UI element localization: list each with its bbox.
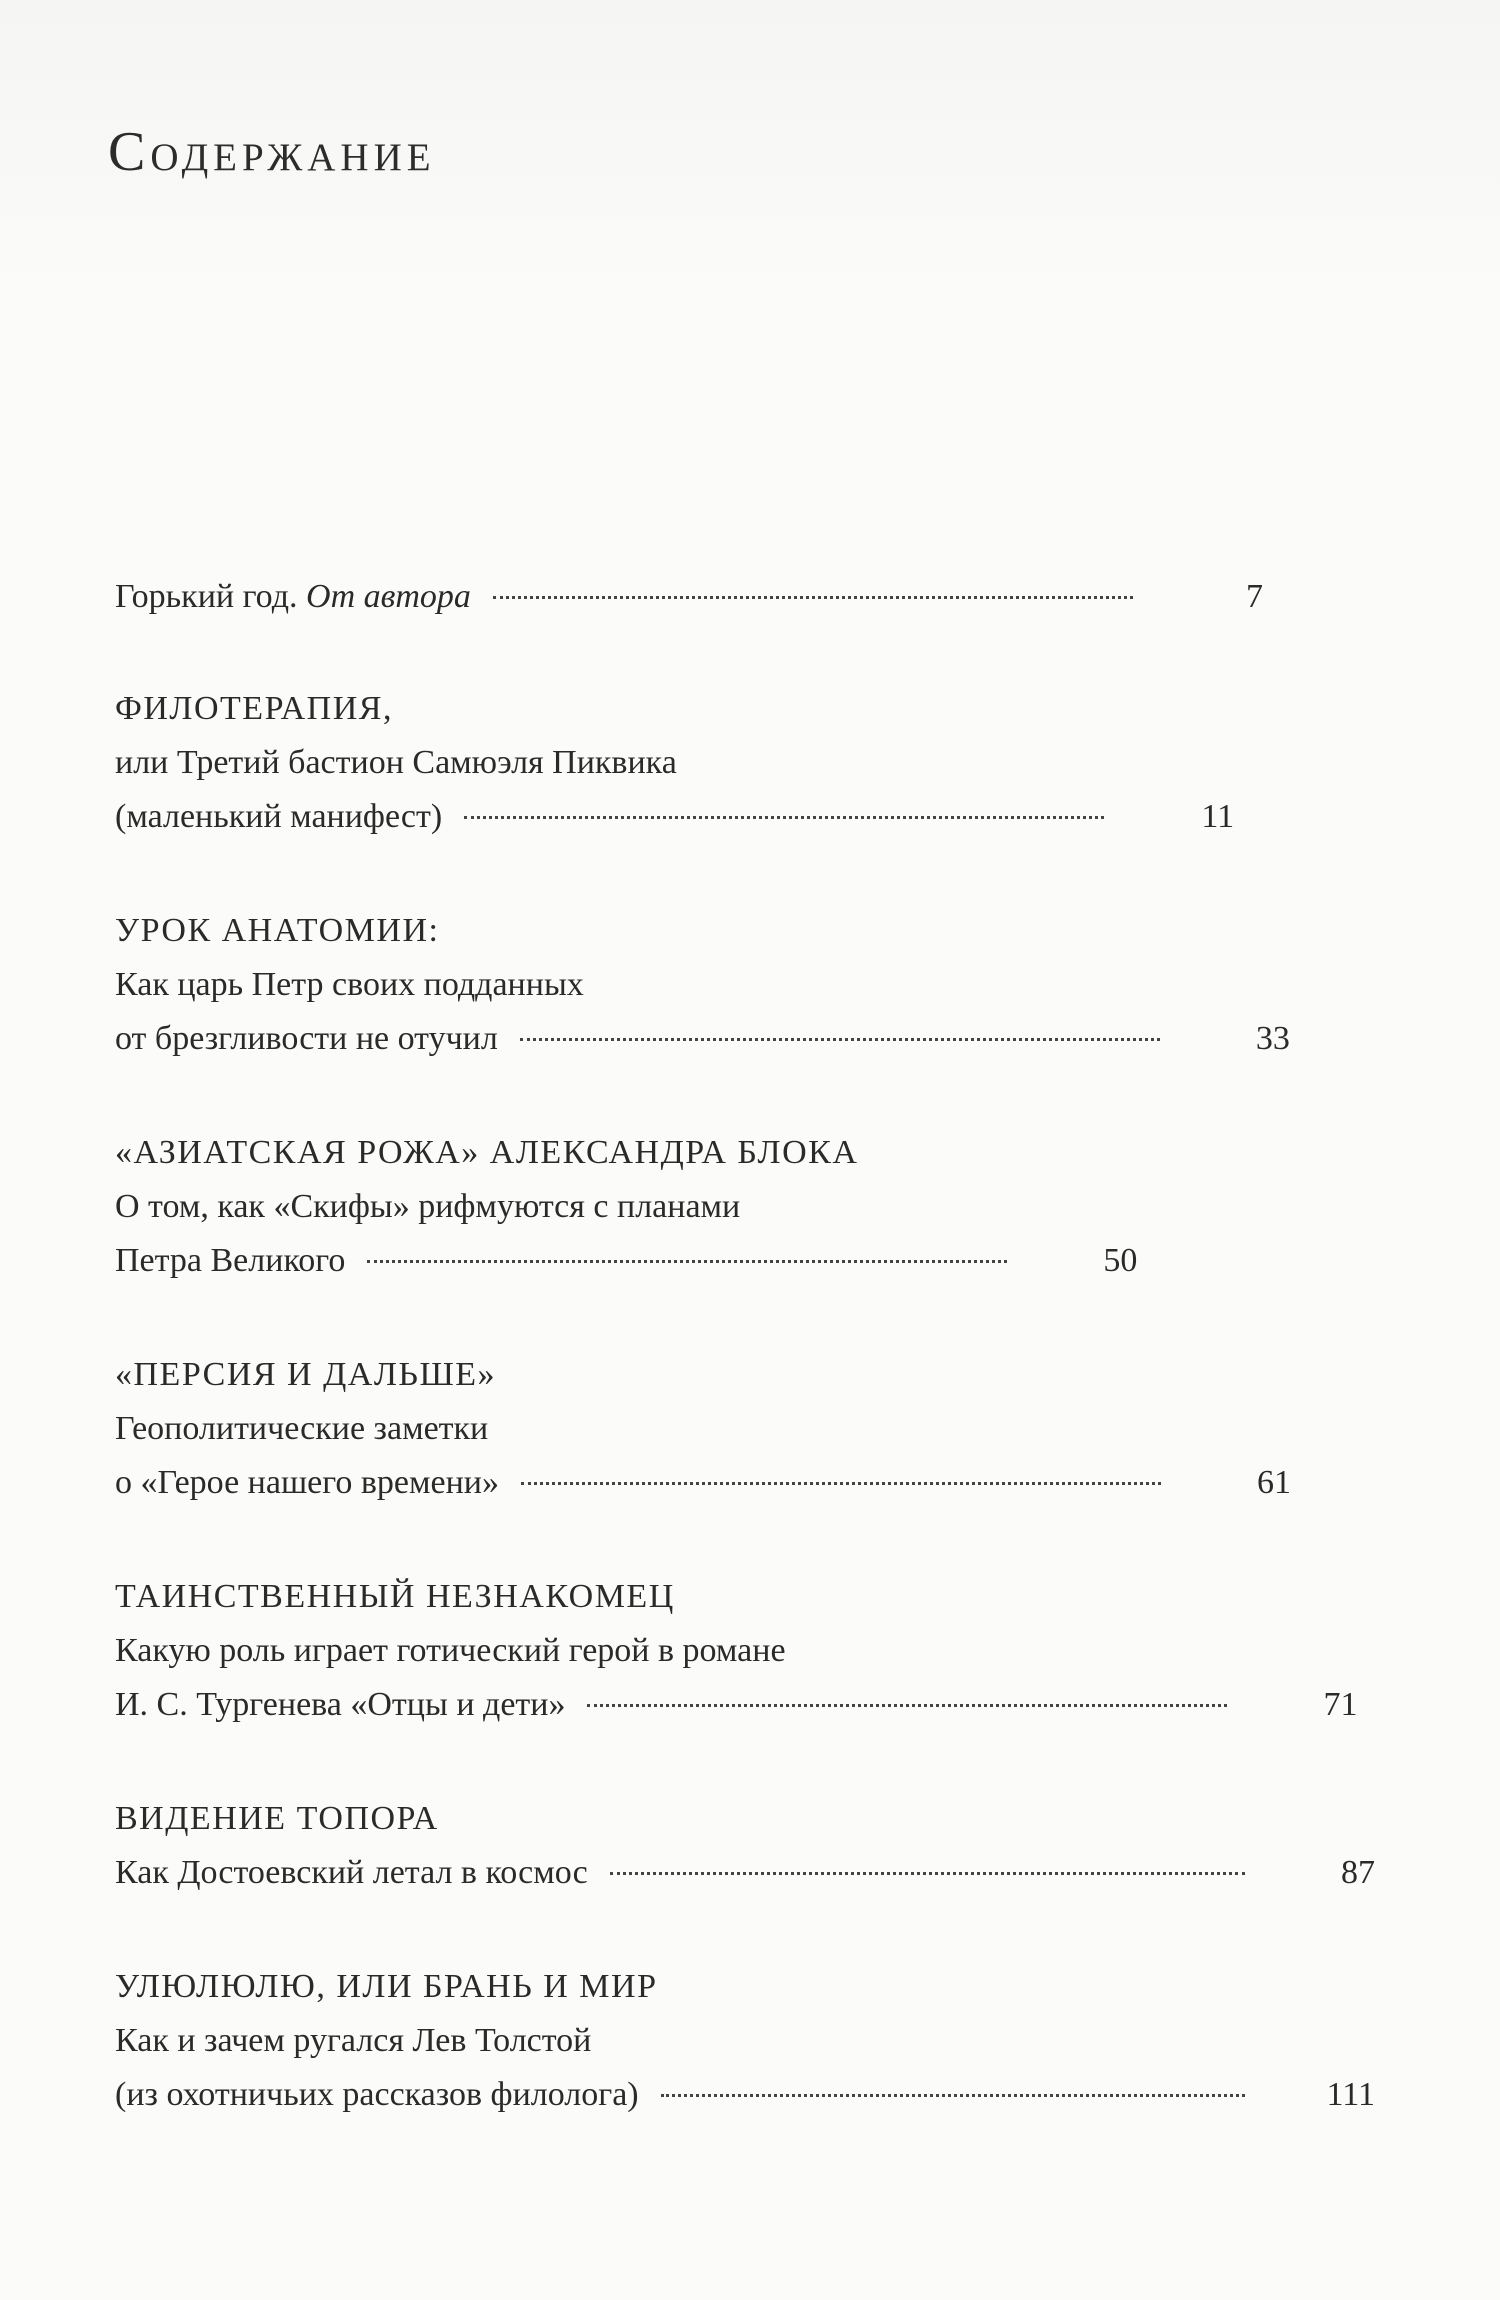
toc-entry-last-line (115, 1234, 1375, 1288)
toc-entry-heading: ВИДЕНИЕ ТОПОРА (115, 1800, 439, 1837)
page-number: 33 (1255, 1020, 1290, 1057)
toc-entry-last-line (115, 1012, 1375, 1066)
toc-entry (115, 1960, 1375, 2122)
page-number: 50 (1103, 1242, 1138, 1279)
toc-entry-subtitle-line: Какую роль играет готический герой в романе (115, 1632, 786, 1669)
toc-entry (115, 1348, 1375, 1510)
toc-entry-subtitle-line: О том, как «Скифы» рифмуются с планами (115, 1188, 741, 1225)
toc-entry-subtitle-line: о «Герое нашего времени» (115, 1464, 499, 1501)
toc-entry (115, 1570, 1375, 1732)
page-title: Содержание (108, 121, 436, 183)
toc-entry-heading: УРОК АНАТОМИИ: (115, 912, 440, 949)
toc-entry-subtitle-line: Как и зачем ругался Лев Толстой (115, 2022, 592, 2059)
toc-entry-last-line (115, 2068, 1375, 2122)
toc-entry-last-line (115, 790, 1375, 844)
toc-entry-heading: ТАИНСТВЕННЫЙ НЕЗНАКОМЕЦ (115, 1578, 675, 1615)
dot-leader (367, 1260, 1007, 1263)
toc-entry-heading: «АЗИАТСКАЯ РОЖА» АЛЕКСАНДРА БЛОКА (115, 1134, 859, 1171)
toc-entry-subtitle-line: (маленький манифест) (115, 798, 443, 835)
toc-entry (115, 570, 1375, 624)
toc-entry-subtitle-line: (из охотничьих рассказов филолога) (115, 2076, 639, 2113)
toc-entry-last-line (115, 1846, 1375, 1900)
page-number: 111 (1326, 2076, 1375, 2113)
toc-entry-title-italic: От автора (306, 578, 471, 615)
page-number: 7 (1245, 578, 1263, 615)
dot-leader (610, 1872, 1245, 1875)
page-number: 71 (1323, 1686, 1358, 1723)
dot-leader (520, 1038, 1160, 1041)
toc-entry-title: Горький год. От автора (115, 578, 471, 615)
toc-entry-subtitle-line: Как царь Петр своих подданных (115, 966, 584, 1003)
toc-entry-subtitle-line: И. С. Тургенева «Отцы и дети» (115, 1686, 566, 1723)
toc-entry-subtitle-line: или Третий бастион Самюэля Пиквика (115, 744, 677, 781)
toc-entry (115, 1792, 1375, 1900)
toc-entry (115, 904, 1375, 1066)
toc-entry-heading: ФИЛОТЕРАПИЯ, (115, 690, 393, 727)
toc-entry-subtitle-line: Петра Великого (115, 1242, 346, 1279)
toc-entry (115, 1126, 1375, 1288)
page-number: 11 (1201, 798, 1235, 835)
dot-leader (493, 596, 1133, 599)
dot-leader (661, 2094, 1245, 2097)
toc-entry (115, 682, 1375, 844)
toc-entry-subtitle-line: от брезгливости не отучил (115, 1020, 498, 1057)
page-number: 87 (1341, 1854, 1375, 1891)
toc-entry-subtitle-line: Геополитические заметки (115, 1410, 489, 1447)
toc-entry-last-line (115, 1678, 1375, 1732)
toc-entry-subtitle-line: Как Достоевский летал в космос (115, 1854, 588, 1891)
dot-leader (521, 1482, 1161, 1485)
page-number: 61 (1256, 1464, 1291, 1501)
toc-entry-heading: УЛЮЛЮЛЮ, ИЛИ БРАНЬ И МИР (115, 1968, 658, 2005)
toc-entry-last-line (115, 570, 1375, 624)
toc-entry-last-line (115, 1456, 1375, 1510)
table-of-contents (115, 570, 1375, 2182)
dot-leader (464, 816, 1104, 819)
toc-entry-heading: «ПЕРСИЯ И ДАЛЬШЕ» (115, 1356, 497, 1393)
dot-leader (587, 1704, 1227, 1707)
